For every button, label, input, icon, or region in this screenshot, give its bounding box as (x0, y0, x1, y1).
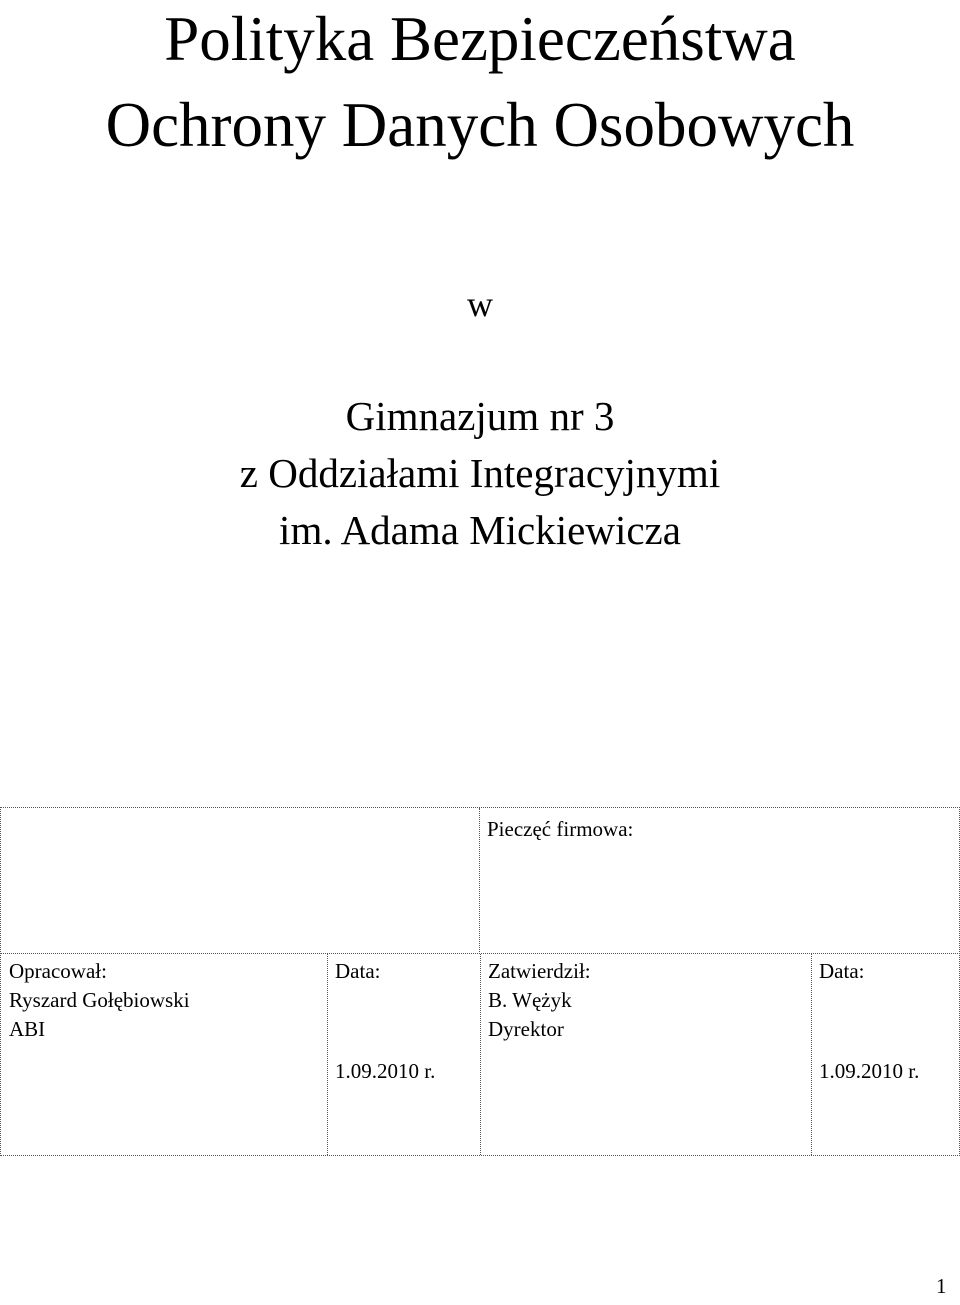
approved-by-label: Zatwierdził: (488, 959, 591, 983)
title-connector: w (467, 284, 493, 324)
title-line-2: Ochrony Danych Osobowych (105, 90, 855, 160)
stamp-empty-cell (1, 808, 480, 954)
prepared-date: 1.09.2010 r. (335, 1059, 436, 1083)
school-line-3: im. Adama Mickiewicza (279, 507, 681, 553)
school-line-1: Gimnazjum nr 3 (345, 393, 615, 439)
stamp-row (0, 807, 960, 954)
stamp-label: Pieczęć firmowa: (487, 817, 634, 841)
prepared-role: ABI (9, 1017, 46, 1041)
column-divider (480, 954, 481, 1155)
approval-table (0, 807, 959, 1156)
school-name (0, 388, 960, 559)
title-line-1: Polityka Bezpieczeństwa (164, 4, 796, 74)
prepared-by-label: Opracował: (9, 959, 107, 983)
signature-row (0, 953, 960, 1156)
school-line-2: z Oddziałami Integracyjnymi (239, 450, 721, 496)
prepared-date-label: Data: (335, 959, 381, 983)
column-divider (327, 954, 328, 1155)
page-number: 1 (936, 1274, 947, 1298)
approved-date-label: Data: (819, 959, 865, 983)
column-divider (811, 954, 812, 1155)
approved-name: B. Wężyk (488, 988, 572, 1012)
approved-date: 1.09.2010 r. (819, 1059, 920, 1083)
document-title (0, 0, 960, 168)
prepared-name: Ryszard Gołębiowski (9, 988, 190, 1012)
approved-role: Dyrektor (488, 1017, 564, 1041)
